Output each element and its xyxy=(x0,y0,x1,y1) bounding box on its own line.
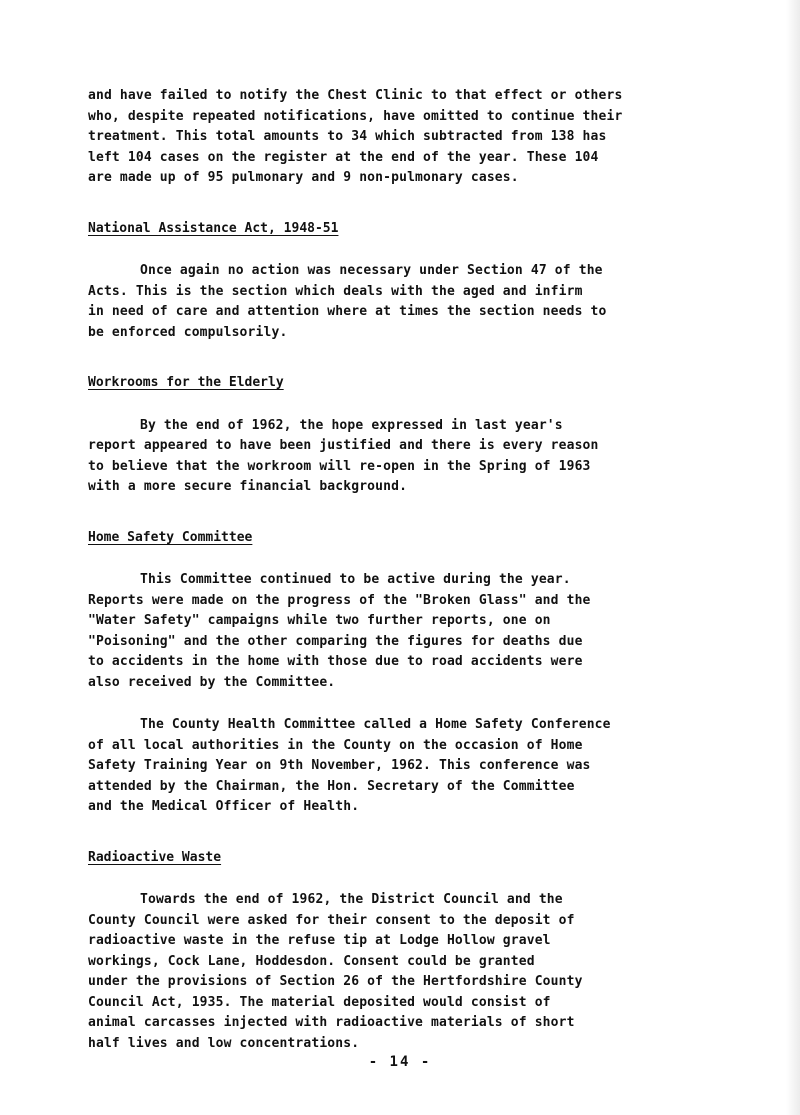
section-heading-radioactive-waste: Radioactive Waste xyxy=(88,849,222,865)
radioactive-waste-paragraph: Towards the end of 1962, the District Council and the County Council were asked for their consent to the deposit of radioactive waste in the refuse tip at Lodge Hollow gravel workings, Cock Lane, Hoddesdon. Consent could be granted under the provisions of Section 26 of the Hertfordshire County Council Act, 1935. The material deposited would consist of animal carcasses injected with radioactive materials of short half lives and low concentrations. xyxy=(88,892,583,1051)
intro-paragraph: and have failed to notify the Chest Clinic to that effect or others who, despite repeated notifications, have omitted to continue their treatment. This total amounts to 34 which subtracted from 138 has left 104 cases on the register at the end of the year. These 104 are made up of 95 pulmonary and 9 non-pulmonary cases. xyxy=(88,88,623,185)
section-heading-home-safety-committee: Home Safety Committee xyxy=(88,529,253,545)
page-number: - 14 - xyxy=(368,1054,432,1070)
home-safety-paragraph-2: The County Health Committee called a Home Safety Conference of all local authorities in the County on the occasion of Home Safety Training Year on 9th November, 1962. This conference was attended by the Chairman, the Hon. Secretary of the Committee and the Medical Officer of Health. xyxy=(88,717,611,814)
home-safety-paragraph-1: This Committee continued to be active during the year. Reports were made on the progress of the "Broken Glass" and the "Water Safety" campaigns while two further reports, one on "Poisoning" and the other comparing the figures for deaths due to accidents in the home with those due to road accidents were also received by the Committee. xyxy=(88,572,591,690)
section-heading-national-assistance-act: National Assistance Act, 1948-51 xyxy=(88,220,339,236)
national-assistance-act-paragraph: Once again no action was necessary under Section 47 of the Acts. This is the section which deals with the aged and infirm in need of care and attention where at times the section needs to be enforced compulsorily. xyxy=(88,263,607,340)
section-heading-workrooms-elderly: Workrooms for the Elderly xyxy=(88,375,284,390)
page-edge-shadow xyxy=(786,0,800,1115)
workrooms-elderly-paragraph: By the end of 1962, the hope expressed in last year's report appeared to have been justified and there is every reason to believe that the workroom will re-open in the Spring of 1963 with a more secure financial background. xyxy=(88,417,599,494)
document-body xyxy=(88,86,788,1054)
